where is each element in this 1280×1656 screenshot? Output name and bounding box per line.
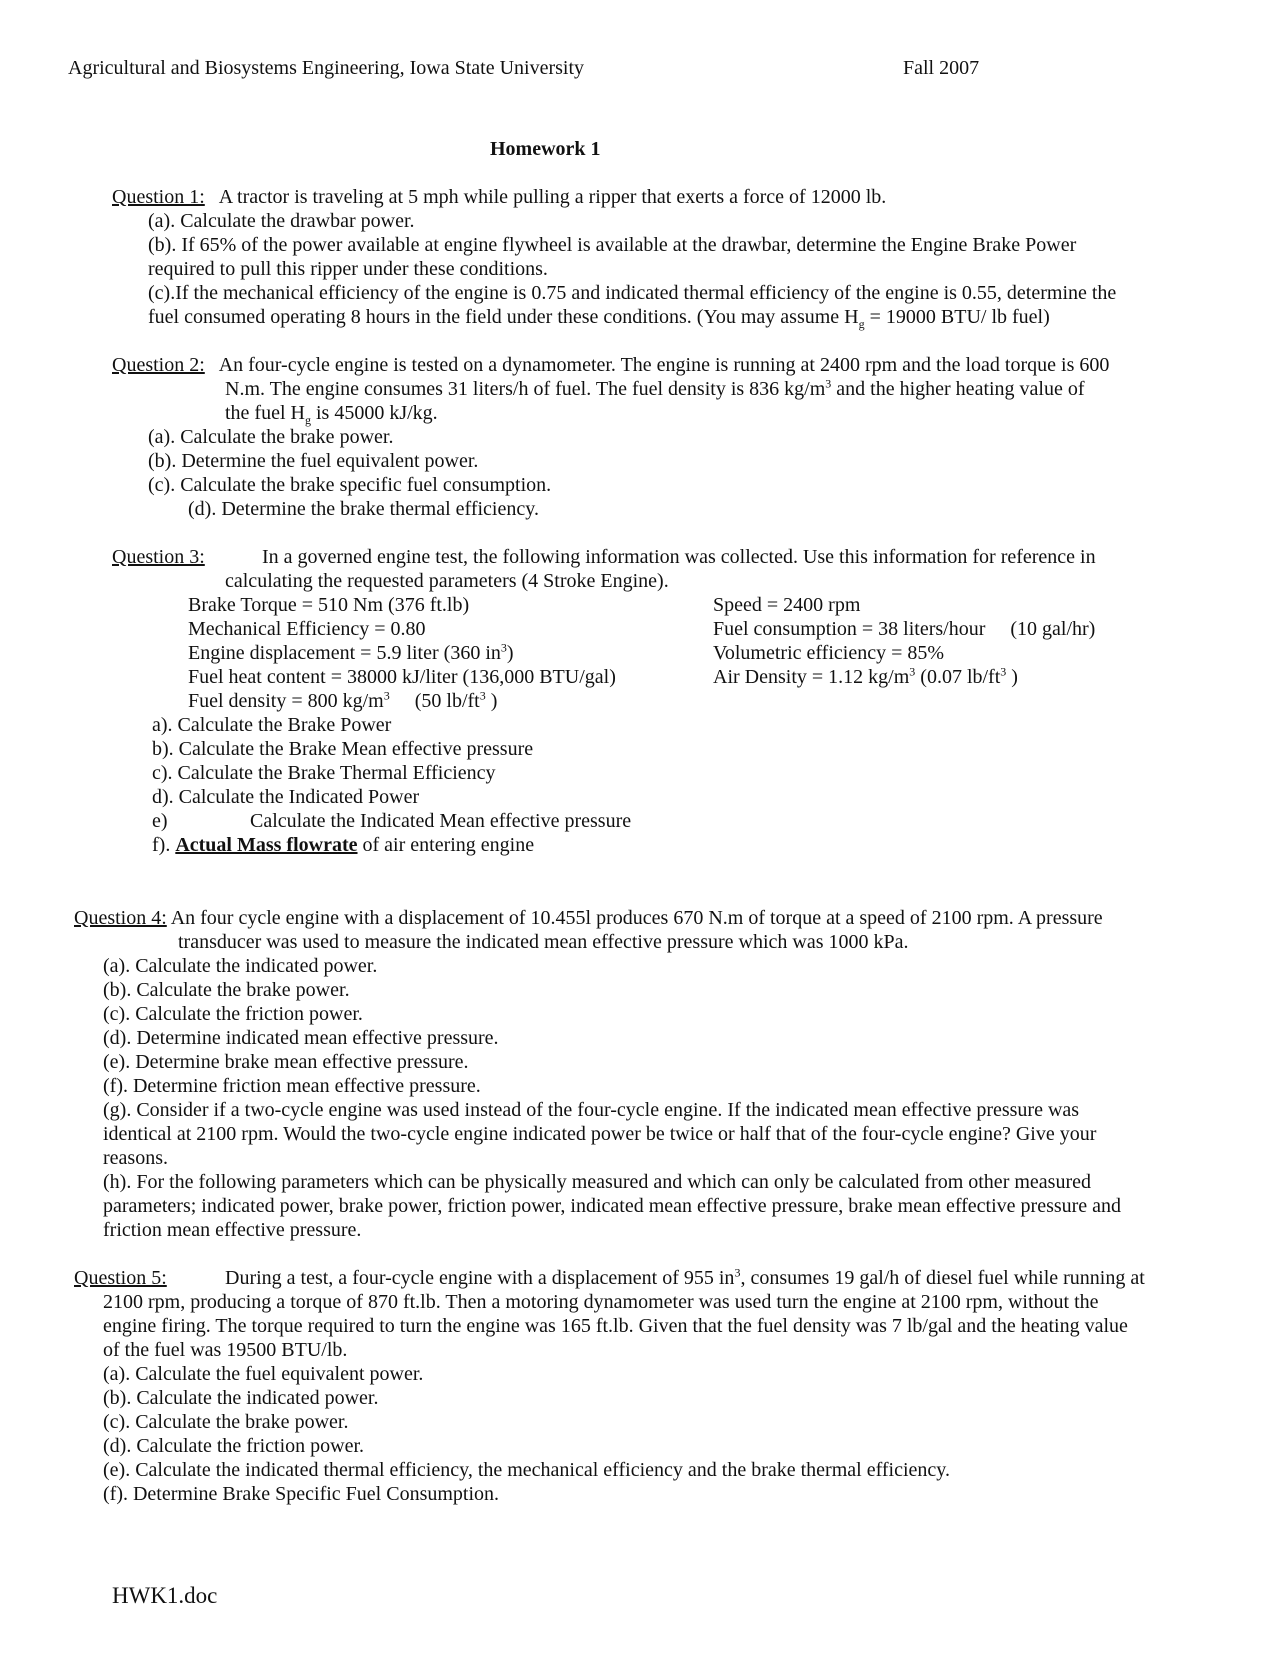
question-2-line2: N.m. The engine consumes 31 liters/h of fuel. The fuel density is 836 $kg/m^3$ and the higher heating value of [225,376,1085,400]
question-5-line4: of the fuel was 19500 BTU/lb. [103,1339,348,1361]
q2-part-c: (c). Calculate the brake specific fuel consumption. [148,474,552,496]
q4-part-f: (f). Determine friction mean effective pressure. [103,1075,481,1097]
question-4-line1: An four cycle engine with a displacement of 10.455l produces 670 N.m of torque at a speed of 2100 rpm. A pressure [170,907,1103,929]
q4-part-h-line3: friction mean effective pressure. [103,1219,362,1241]
q3-part-f: f). Actual Mass flowrate of air entering engine [152,834,535,856]
q1-part-c-line2: fuel consumed operating 8 hours in the field under these conditions. (You may assume $H_g = 19000$ BTU/ lb fuel) [148,306,1050,331]
q1-part-b-line2: required to pull this ripper under these conditions. [148,258,548,280]
q3-brake-torque: Brake Torque = 510 Nm (376 ft.lb) [188,594,470,616]
q4-part-b: (b). Calculate the brake power. [103,979,350,1001]
q1-part-a: (a). Calculate the drawbar power. [148,210,415,232]
q2-part-b: (b). Determine the fuel equivalent power. [148,450,479,472]
q5-part-f: (f). Determine Brake Specific Fuel Consumption. [103,1483,500,1505]
question-2-label: Question 2: [112,354,205,376]
q4-part-g-line3: reasons. [103,1147,168,1169]
q3-part-c: c). Calculate the Brake Thermal Efficiency [152,762,496,784]
q3-volumetric-efficiency: Volumetric efficiency = 85% [713,642,945,664]
q3-fuel-heat-content: Fuel heat content = 38000 kJ/liter (136,000 BTU/gal) [188,666,616,688]
q5-part-a: (a). Calculate the fuel equivalent power. [103,1363,424,1385]
q4-part-c: (c). Calculate the friction power. [103,1003,363,1025]
question-5-line3: engine firing. The torque required to turn the engine was 165 ft.lb. Given that the fuel density was 7 lb/gal and the heating value [103,1315,1128,1337]
q3-engine-displacement: Engine displacement = 5.9 liter (360 $in^3$) [188,640,514,664]
question-4-line2: transducer was used to measure the indicated mean effective pressure which was 1000 kPa. [178,931,909,953]
question-2-line3: the fuel $H_g$ is 45000 kJ/kg. [225,402,438,427]
q4-part-e: (e). Determine brake mean effective pressure. [103,1051,469,1073]
q1-part-c-line1: (c).If the mechanical efficiency of the engine is 0.75 and indicated thermal efficiency of the engine is 0.55, determine the [148,282,1117,304]
q5-part-e: (e). Calculate the indicated thermal efficiency, the mechanical efficiency and the brake thermal efficiency. [103,1459,950,1481]
question-3-label: Question 3: [112,546,205,568]
q4-part-h-line2: parameters; indicated power, brake power, friction power, indicated mean effective pressure, brake mean effective pressure and [103,1195,1122,1217]
question-5-line1: During a test, a four-cycle engine with a displacement of 955 $in^3$, consumes 19 gal/h of diesel fuel while running at [225,1265,1145,1289]
q3-mechanical-efficiency: Mechanical Efficiency = 0.80 [188,618,426,640]
q2-part-d: (d). Determine the brake thermal efficiency. [188,498,539,520]
q3-part-e-label: e) [152,810,168,832]
question-5-line2: 2100 rpm, producing a torque of 870 ft.lb. Then a motoring dynamometer was used turn the engine at 2100 rpm, without the [103,1291,1099,1313]
q4-part-g-line2: identical at 2100 rpm. Would the two-cycle engine indicated power be twice or half that of the four-cycle engine? Give your [103,1123,1097,1145]
footer-filename: HWK1.doc [112,1583,218,1608]
q3-part-d: d). Calculate the Indicated Power [152,786,420,808]
q3-air-density: Air Density = 1.12 $kg/m^3$ (0.07 $lb/ft^3$ ) [713,664,1018,688]
q5-part-d: (d). Calculate the friction power. [103,1435,365,1457]
header-term: Fall 2007 [903,57,980,79]
page-title: Homework 1 [490,138,601,160]
q4-part-a: (a). Calculate the indicated power. [103,955,378,977]
q3-part-a: a). Calculate the Brake Power [152,714,392,736]
question-2-line1: An four-cycle engine is tested on a dynamometer. The engine is running at 2400 rpm and the load torque is 600 [218,354,1110,376]
q4-part-d: (d). Determine indicated mean effective pressure. [103,1027,499,1049]
question-3-line2: calculating the requested parameters (4 Stroke Engine). [225,570,669,592]
question-3-line1: In a governed engine test, the following information was collected. Use this information for reference in [262,546,1096,568]
question-5-label: Question 5: [74,1267,167,1289]
q5-part-c: (c). Calculate the brake power. [103,1411,349,1433]
q4-part-g-line1: (g). Consider if a two-cycle engine was used instead of the four-cycle engine. If the indicated mean effective pressure was [103,1099,1080,1121]
q1-part-b-line1: (b). If 65% of the power available at engine flywheel is available at the drawbar, determine the Engine Brake Power [148,234,1077,256]
header-department: Agricultural and Biosystems Engineering, Iowa State University [68,57,585,79]
q3-part-b: b). Calculate the Brake Mean effective pressure [152,738,534,760]
q2-part-a: (a). Calculate the brake power. [148,426,394,448]
q3-fuel-consumption: Fuel consumption = 38 liters/hour (10 gal/hr) [713,618,1096,640]
q4-part-h-line1: (h). For the following parameters which can be physically measured and which can only be calculated from other measured [103,1171,1091,1193]
q3-part-e: Calculate the Indicated Mean effective pressure [250,810,632,832]
question-1-stem: A tractor is traveling at 5 mph while pulling a ripper that exerts a force of 12000 lb. [218,186,887,208]
question-4-label: Question 4: [74,907,167,929]
question-1-label: Question 1: [112,186,205,208]
q3-speed: Speed = 2400 rpm [713,594,861,616]
q3-fuel-density: Fuel density = 800 $kg/m^3$ (50 $lb/ft^3$ ) [188,688,498,712]
q5-part-b: (b). Calculate the indicated power. [103,1387,379,1409]
